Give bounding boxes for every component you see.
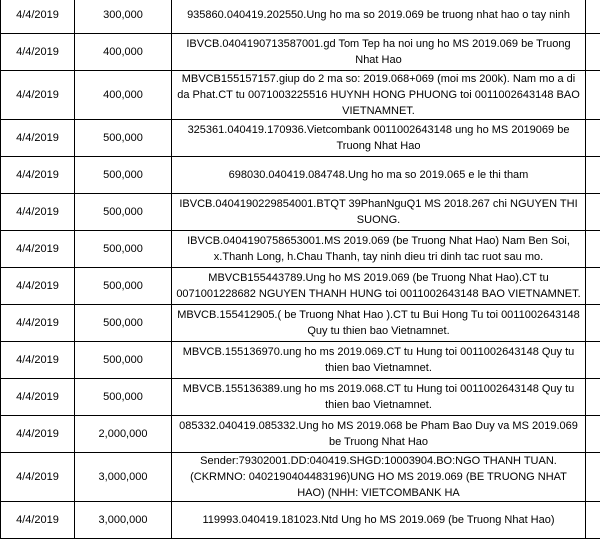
- amount-cell: 500,000: [75, 157, 172, 194]
- description-cell: 935860.040419.202550.Ung ho ma so 2019.069 be truong nhat hao o tay ninh: [172, 0, 586, 34]
- table-row: [1, 120, 600, 157]
- description-cell: MBVCB.155136389.ung ho ms 2019.068.CT tu Hung toi 0011002643148 Quy tu thien bao Vietnamnet.: [172, 379, 586, 416]
- amount-cell: 500,000: [75, 120, 172, 157]
- description-cell: IBVCB.0404190229854001.BTQT 39PhanNguQ1 MS 2018.267 chi NGUYEN THI SUONG.: [172, 194, 586, 231]
- description-cell: 698030.040419.084748.Ung ho ma so 2019.065 e le thi tham: [172, 157, 586, 194]
- description-cell: 119993.040419.181023.Ntd Ung ho MS 2019.069 (be Truong Nhat Hao): [172, 502, 586, 539]
- amount-cell: 500,000: [75, 268, 172, 305]
- amount-cell: 500,000: [75, 342, 172, 379]
- table-row: [1, 342, 600, 379]
- empty-cell: [586, 157, 600, 194]
- amount-cell: 500,000: [75, 194, 172, 231]
- table-row: [1, 305, 600, 342]
- date-cell: 4/4/2019: [1, 0, 75, 34]
- amount-cell: 500,000: [75, 379, 172, 416]
- description-cell: MBVCB.155412905.( be Truong Nhat Hao ).CT tu Bui Hong Tu toi 0011002643148 Quy tu thien bao Vietnamnet.: [172, 305, 586, 342]
- amount-cell: 500,000: [75, 231, 172, 268]
- table-row: [1, 231, 600, 268]
- amount-cell: 500,000: [75, 305, 172, 342]
- table-row: [1, 502, 600, 539]
- description-cell: MBVCB155443789.Ung ho MS 2019.069 (be Truong Nhat Hao).CT tu 0071001228682 NGUYEN THANH HUNG toi 0011002643148 BAO VIETNAMNET.: [172, 268, 586, 305]
- empty-cell: [586, 34, 600, 71]
- table-row: [1, 34, 600, 71]
- empty-cell: [586, 305, 600, 342]
- date-cell: 4/4/2019: [1, 416, 75, 453]
- empty-cell: [586, 502, 600, 539]
- date-cell: 4/4/2019: [1, 502, 75, 539]
- date-cell: 4/4/2019: [1, 157, 75, 194]
- description-cell: IBVCB.0404190758653001.MS 2019.069 (be Truong Nhat Hao) Nam Ben Soi, x.Thanh Long, h.Chau Thanh, tay ninh dieu tri dinh tac ruot sau mo.: [172, 231, 586, 268]
- table-row: [1, 416, 600, 453]
- table-row: [1, 194, 600, 231]
- empty-cell: [586, 416, 600, 453]
- date-cell: 4/4/2019: [1, 231, 75, 268]
- amount-cell: 400,000: [75, 34, 172, 71]
- table-row: [1, 379, 600, 416]
- empty-cell: [586, 453, 600, 502]
- date-cell: 4/4/2019: [1, 305, 75, 342]
- date-cell: 4/4/2019: [1, 342, 75, 379]
- amount-cell: 3,000,000: [75, 453, 172, 502]
- description-cell: Sender:79302001.DD:040419.SHGD:10003904.BO:NGO THANH TUAN.(CKRMNO: 0402190404483196)UNG HO MS 2019.069 (BE TRUONG NHAT HAO) (NHH: VIETCOMBANK HA: [172, 453, 586, 502]
- date-cell: 4/4/2019: [1, 268, 75, 305]
- amount-cell: 400,000: [75, 71, 172, 120]
- description-cell: MBVCB155157157.giup do 2 ma so: 2019.068+069 (moi ms 200k). Nam mo a di da Phat.CT tu 0071003225516 HUYNH HONG PHUONG toi 0011002643148 BAO VIETNAMNET.: [172, 71, 586, 120]
- description-cell: IBVCB.0404190713587001.gd Tom Tep ha noi ung ho MS 2019.069 be Truong Nhat Hao: [172, 34, 586, 71]
- amount-cell: 300,000: [75, 0, 172, 34]
- empty-cell: [586, 0, 600, 34]
- table-row: [1, 157, 600, 194]
- empty-cell: [586, 379, 600, 416]
- empty-cell: [586, 71, 600, 120]
- amount-cell: 2,000,000: [75, 416, 172, 453]
- description-cell: 085332.040419.085332.Ung ho MS 2019.068 be Pham Bao Duy va MS 2019.069 be Truong Nhat Hao: [172, 416, 586, 453]
- empty-cell: [586, 231, 600, 268]
- empty-cell: [586, 342, 600, 379]
- empty-cell: [586, 268, 600, 305]
- date-cell: 4/4/2019: [1, 71, 75, 120]
- empty-cell: [586, 194, 600, 231]
- description-cell: MBVCB.155136970.ung ho ms 2019.069.CT tu Hung toi 0011002643148 Quy tu thien bao Vietnamnet.: [172, 342, 586, 379]
- table-row: [1, 268, 600, 305]
- empty-cell: [586, 120, 600, 157]
- table-row: [1, 0, 600, 34]
- date-cell: 4/4/2019: [1, 453, 75, 502]
- amount-cell: 3,000,000: [75, 502, 172, 539]
- date-cell: 4/4/2019: [1, 379, 75, 416]
- date-cell: 4/4/2019: [1, 34, 75, 71]
- date-cell: 4/4/2019: [1, 120, 75, 157]
- date-cell: 4/4/2019: [1, 194, 75, 231]
- table-row: [1, 71, 600, 120]
- description-cell: 325361.040419.170936.Vietcombank 0011002643148 ung ho MS 2019069 be Truong Nhat Hao: [172, 120, 586, 157]
- table-row: [1, 453, 600, 502]
